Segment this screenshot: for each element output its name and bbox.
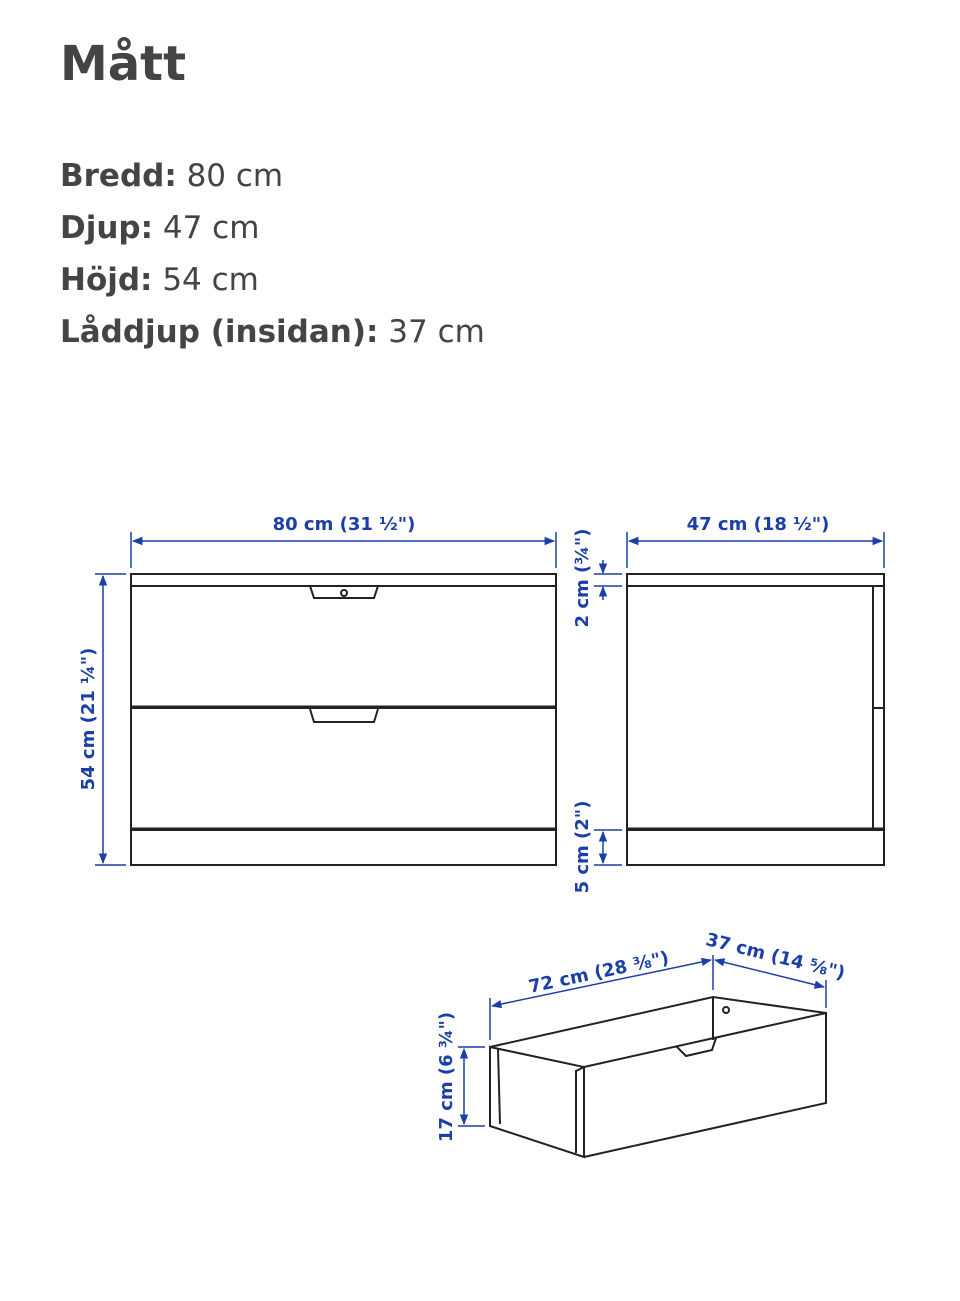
spec-value: 47 cm — [153, 210, 260, 246]
lock-icon — [341, 590, 347, 596]
spec-width — [60, 150, 485, 202]
side-view — [627, 574, 884, 865]
front-drawer-upper — [131, 586, 556, 708]
dimension-drawing — [0, 490, 960, 1170]
front-drawer-lower — [131, 708, 556, 830]
side-depth-label: 47 cm (18 ½") — [686, 514, 830, 535]
spec-drawer-depth — [60, 306, 485, 358]
drawer-view — [490, 997, 826, 1157]
drawer-height-label: 17 cm (6 ¾") — [436, 1011, 457, 1143]
front-view — [131, 574, 556, 865]
spec-label: Höjd: — [60, 262, 153, 298]
total-height-label: 54 cm (21 ¼") — [78, 647, 99, 791]
spec-value: 80 cm — [176, 158, 284, 194]
front-plinth — [131, 830, 556, 865]
spec-depth — [60, 202, 485, 254]
drawer-depth-label: 37 cm (14 ⅝") — [703, 929, 848, 985]
spec-label: Låddjup (insidan): — [60, 314, 379, 350]
spec-label: Bredd: — [60, 158, 177, 194]
front-top-panel — [131, 574, 556, 586]
page-title: Mått — [60, 36, 187, 92]
spec-label: Djup: — [60, 210, 154, 246]
drawer-width-label: 72 cm (28 ⅜") — [526, 947, 671, 998]
spec-height — [60, 254, 485, 306]
handle-lower — [310, 709, 378, 722]
spec-value: 37 cm — [378, 314, 485, 350]
spec-list — [60, 150, 485, 358]
spec-value: 54 cm — [152, 262, 259, 298]
plinth-height-label: 5 cm (2") — [572, 800, 593, 894]
top-thickness-label: 2 cm (¾") — [572, 528, 593, 628]
front-width-label: 80 cm (31 ½") — [272, 514, 416, 535]
